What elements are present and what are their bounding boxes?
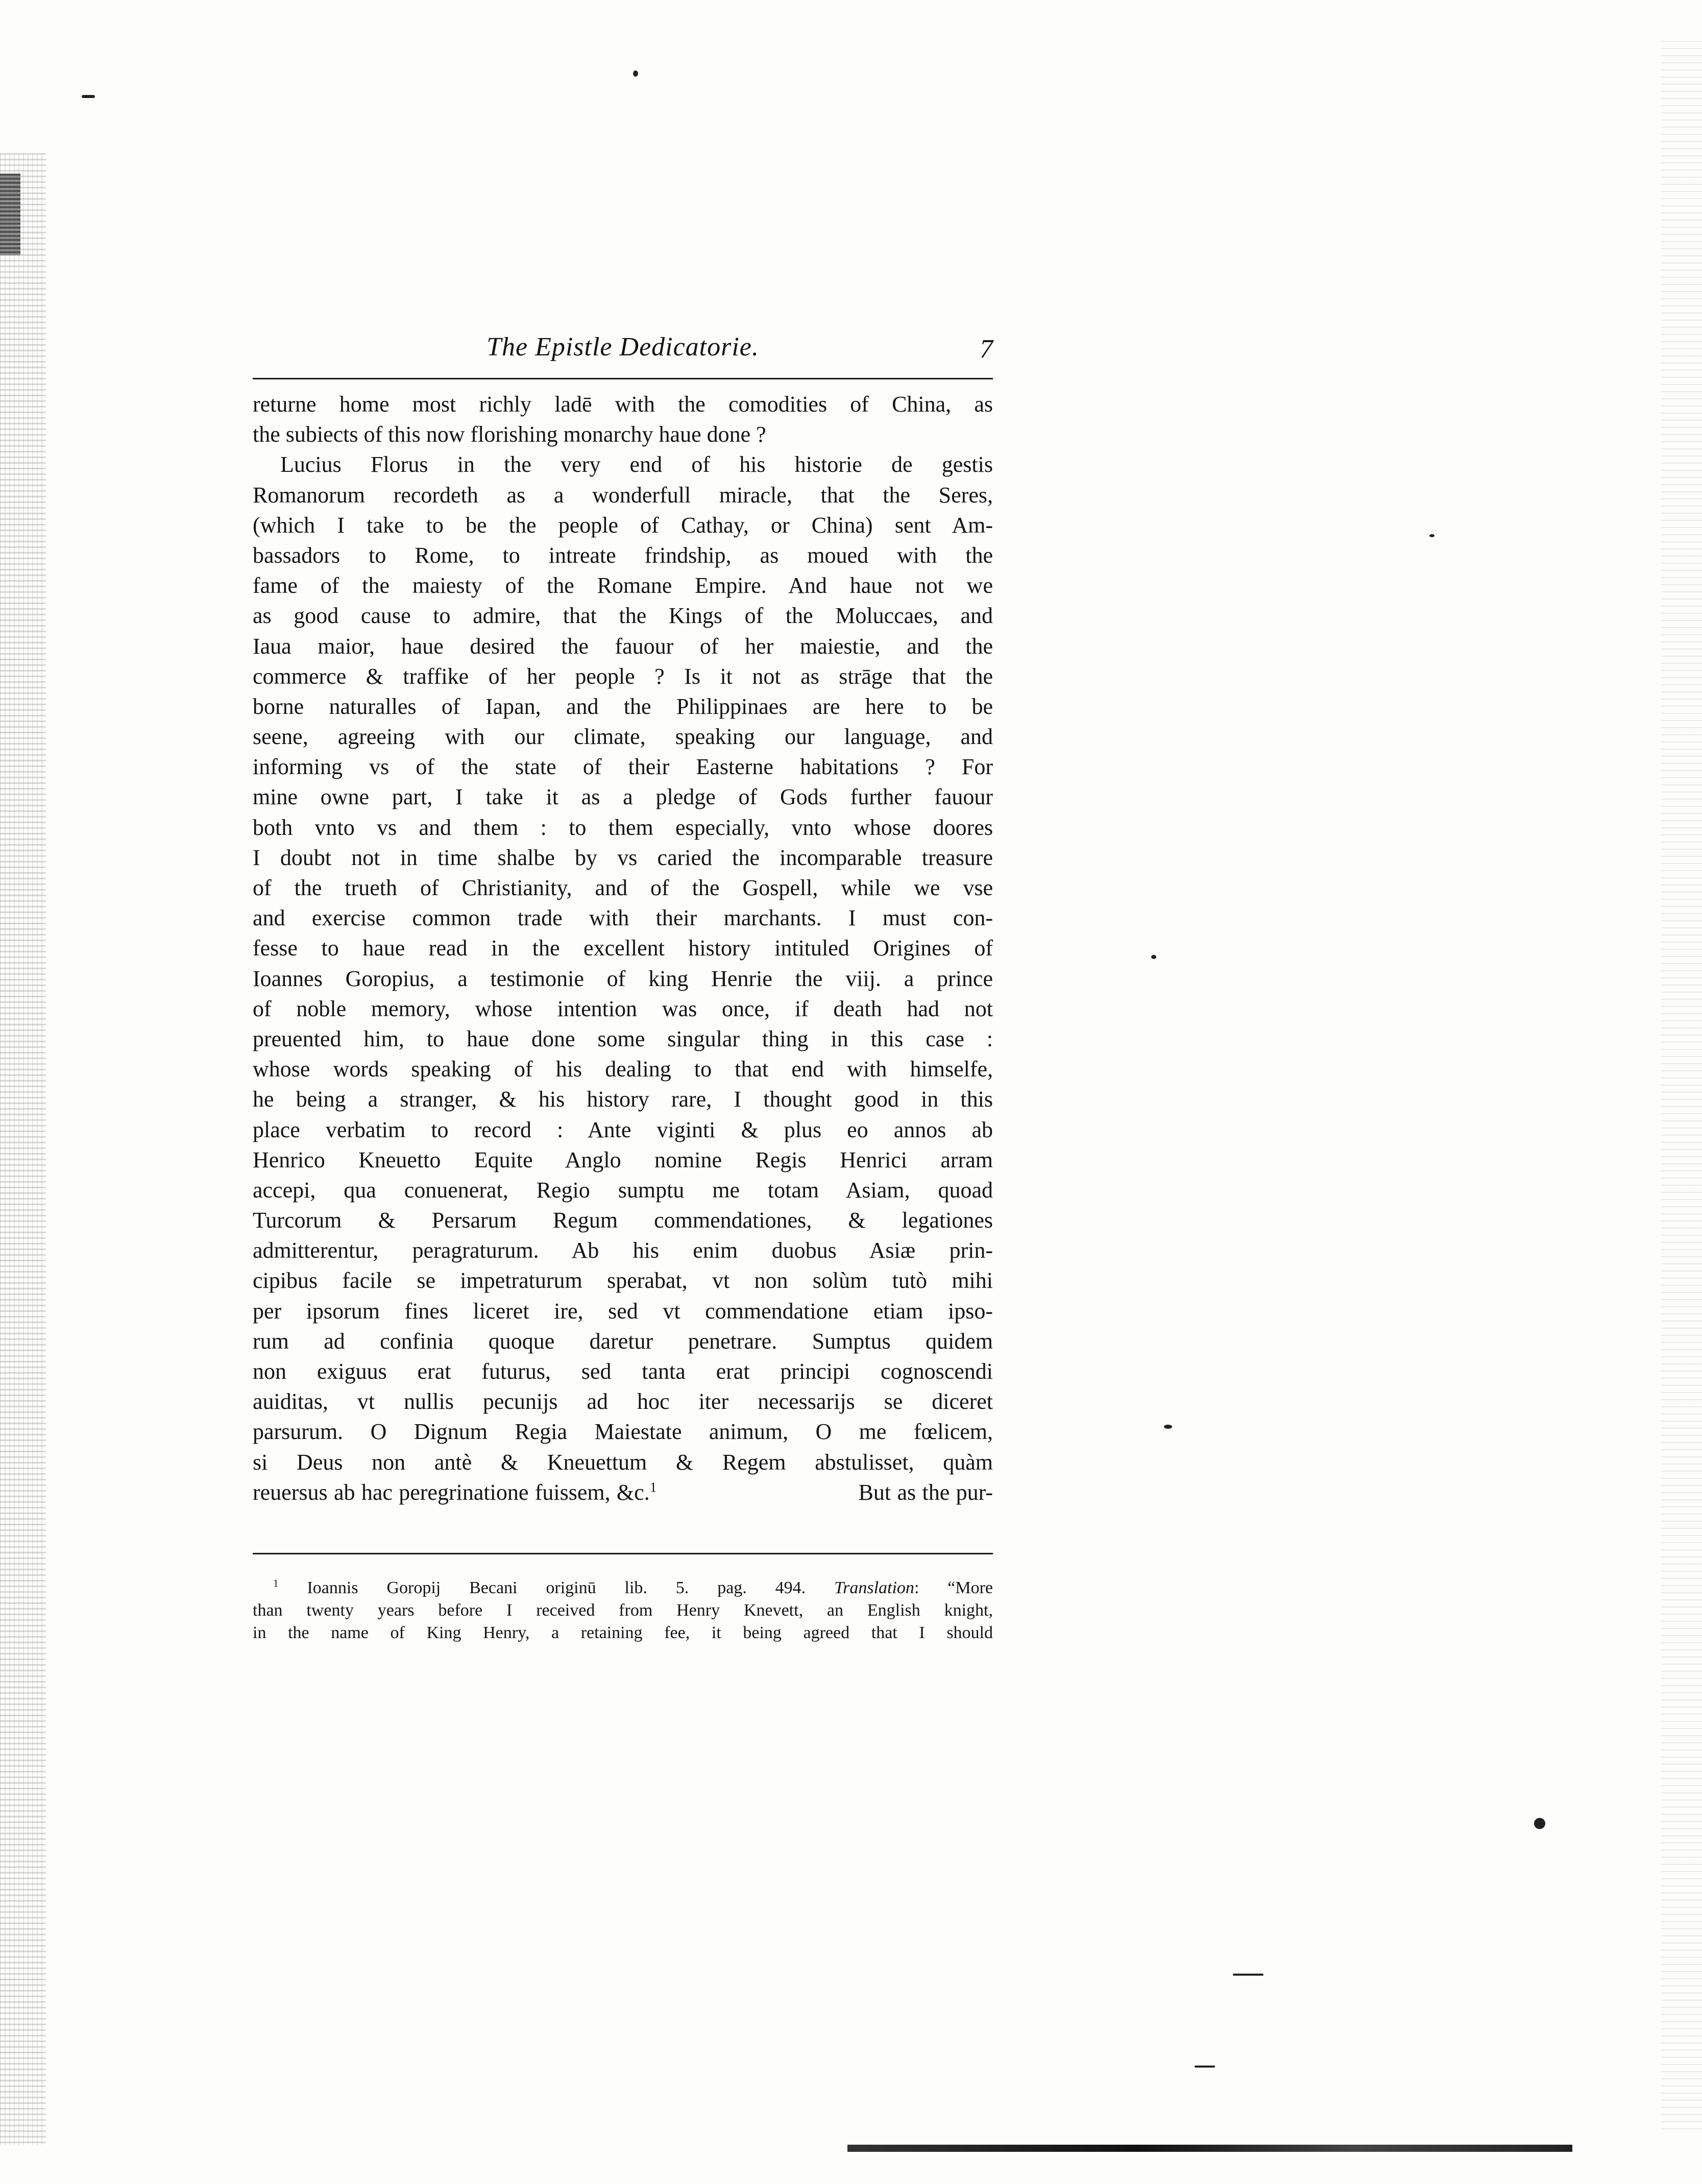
text-line: rum ad confinia quoque daretur penetrare. Sumptus quidem — [253, 1328, 993, 1354]
footnote-citation: Ioannis Goropij Becani originū lib. 5. pag. 494. — [307, 1578, 806, 1597]
footnote — [253, 1577, 993, 1644]
scan-speck — [1151, 955, 1156, 959]
footnote-rule — [253, 1553, 993, 1554]
text-line: Iaua maior, haue desired the fauour of her maiestie, and the — [253, 633, 993, 659]
text-line: accepi, qua conuenerat, Regio sumptu me totam Asiam, quoad — [253, 1177, 993, 1203]
text-line: si Deus non antè & Kneuettum & Regem abstulisset, quàm — [253, 1449, 993, 1475]
text-line: admitterentur, peragraturum. Ab his enim duobus Asiæ prin- — [253, 1238, 993, 1263]
scan-edge-noise-left — [0, 153, 46, 2145]
text-line: fame of the maiesty of the Romane Empire. And haue not we — [253, 573, 993, 598]
text-line: (which I take to be the people of Cathay, or China) sent Am- — [253, 512, 993, 538]
scan-speck — [1534, 1818, 1545, 1829]
footnote-line: than twenty years before I received from Henry Knevett, an English knight, — [253, 1601, 993, 1620]
text-line: Lucius Florus in the very end of his historie de gestis — [280, 452, 993, 477]
text-line: place verbatim to record : Ante viginti & plus eo annos ab — [253, 1117, 993, 1142]
final-line-start: reuersus ab hac peregrinatione fuissem, &c. — [253, 1479, 650, 1505]
text-line: of the trueth of Christianity, and of the Gospell, while we vse — [253, 875, 993, 900]
scan-speck — [1429, 534, 1434, 537]
scan-edge-noise-right — [1661, 41, 1702, 2134]
text-line: borne naturalles of Iapan, and the Philippinaes are here to be — [253, 693, 993, 719]
footnote-line: in the name of King Henry, a retaining fee, it being agreed that I should — [253, 1623, 993, 1642]
running-title: The Epistle Dedicatorie. — [487, 332, 759, 362]
text-line: he being a stranger, & his history rare, I thought good in this — [253, 1087, 993, 1112]
text-line: per ipsorum fines liceret ire, sed vt commendatione etiam ipso- — [253, 1298, 993, 1324]
scan-edge-shadow — [0, 174, 20, 255]
footnote-marker: 1 — [273, 1577, 279, 1590]
final-line-end: But as the pur- — [858, 1479, 993, 1505]
text-line: auiditas, vt nullis pecunijs ad hoc iter necessarijs se diceret — [253, 1389, 993, 1414]
text-line: preuented him, to haue done some singular thing in this case : — [253, 1026, 993, 1051]
footnote-reference: 1 — [649, 1479, 657, 1495]
text-line: as good cause to admire, that the Kings of the Moluccaes, and — [253, 603, 993, 629]
text-line: returne home most richly ladē with the comodities of China, as — [253, 392, 993, 417]
text-line: I doubt not in time shalbe by vs caried the incomparable treasure — [253, 845, 993, 870]
text-line: of noble memory, whose intention was once, if death had not — [253, 996, 993, 1021]
text-line: cipibus facile se impetraturum sperabat, vt non solùm tutò mihi — [253, 1268, 993, 1293]
text-line: and exercise common trade with their marchants. I must con- — [253, 905, 993, 931]
text-line: mine owne part, I take it as a pledge of Gods further fauour — [253, 784, 993, 810]
text-line: commerce & traffike of her people ? Is it not as strāge that the — [253, 663, 993, 689]
text-line: Henrico Kneuetto Equite Anglo nomine Regis Henrici arram — [253, 1147, 993, 1172]
text-line: informing vs of the state of their Easterne habitations ? For — [253, 754, 993, 780]
footnote-quote-open: : “More — [914, 1578, 993, 1597]
text-line: non exiguus erat futurus, sed tanta erat principi cognoscendi — [253, 1359, 993, 1384]
text-line: Romanorum recordeth as a wonderfull miracle, that the Seres, — [253, 482, 993, 508]
page-header — [253, 332, 993, 373]
text-line: whose words speaking of his dealing to that end with himselfe, — [253, 1057, 993, 1082]
text-line: fesse to haue read in the excellent history intituled Origines of — [253, 935, 993, 961]
scan-speck — [633, 70, 638, 77]
header-rule — [253, 378, 993, 379]
text-line: parsurum. O Dignum Regia Maiestate animum, O me fœlicem, — [253, 1419, 993, 1445]
scan-speck — [1195, 2066, 1215, 2068]
footnote-line — [253, 1577, 993, 1599]
text-line: bassadors to Rome, to intreate frindship, as moued with the — [253, 542, 993, 568]
body-text — [253, 389, 993, 1507]
text-line-final — [253, 1477, 993, 1507]
text-line: Ioannes Goropius, a testimonie of king Henrie the viij. a prince — [253, 966, 993, 991]
text-line: seene, agreeing with our climate, speaking our language, and — [253, 724, 993, 750]
scan-speck — [1233, 1974, 1263, 1976]
scan-speck — [82, 95, 95, 98]
footnote-translation-label: Translation — [834, 1578, 914, 1597]
page-number: 7 — [980, 334, 993, 364]
scan-bottom-artifact — [847, 2145, 1572, 2152]
text-line: the subiects of this now florishing monarchy haue done ? — [253, 422, 766, 447]
text-line: both vnto vs and them : to them especially, vnto whose doores — [253, 814, 993, 840]
scan-speck — [1164, 1425, 1172, 1429]
text-line: Turcorum & Persarum Regum commendationes, & legationes — [253, 1208, 993, 1233]
